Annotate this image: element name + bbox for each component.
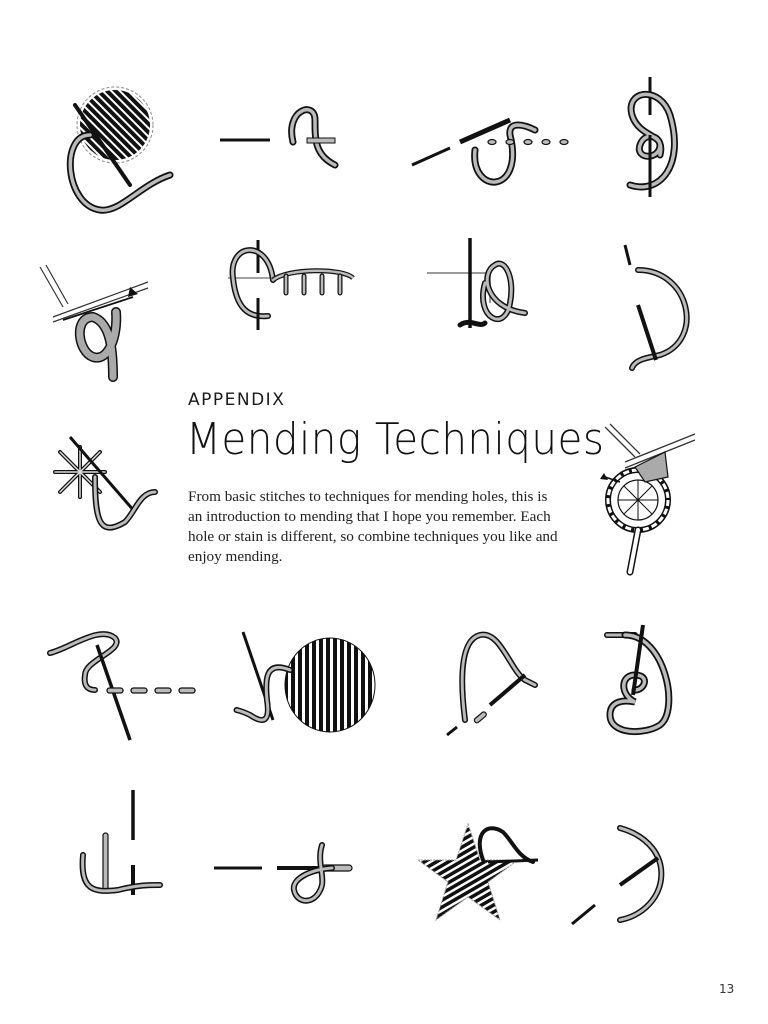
french-knot-icon	[605, 620, 685, 740]
star-cross-stitch-icon	[55, 432, 165, 542]
crochet-circle-icon	[600, 422, 700, 582]
vertical-stitch-icon	[78, 785, 168, 895]
blanket-stitch-icon	[228, 238, 358, 333]
section-label: APPENDIX	[188, 390, 286, 410]
satin-stitch-oval-icon	[235, 630, 375, 740]
loop-stitch-icon	[212, 840, 362, 910]
running-stitch-dashes-icon	[45, 620, 205, 750]
corner-stitch-icon	[425, 233, 535, 333]
running-stitch-start-icon	[215, 100, 325, 170]
back-stitch-diagonal-icon	[445, 630, 555, 730]
running-stitch-needle-icon	[410, 100, 570, 200]
crochet-hook-loop-icon	[38, 262, 148, 382]
back-stitch-curve-icon	[620, 240, 700, 370]
page-title: Mending Techniques	[186, 414, 605, 465]
intro-paragraph: From basic stitches to techniques for mending holes, this is an introduction to mending that I hope you remember. Each hole or stain is different, so combine techniques you like and enjoy mending.	[188, 488, 558, 565]
darning-circle-needle-icon	[60, 75, 180, 215]
stem-stitch-curve-icon	[570, 820, 680, 930]
knot-stitch-icon	[620, 75, 690, 205]
satin-star-icon	[418, 822, 558, 932]
page-number: 13	[719, 982, 735, 996]
